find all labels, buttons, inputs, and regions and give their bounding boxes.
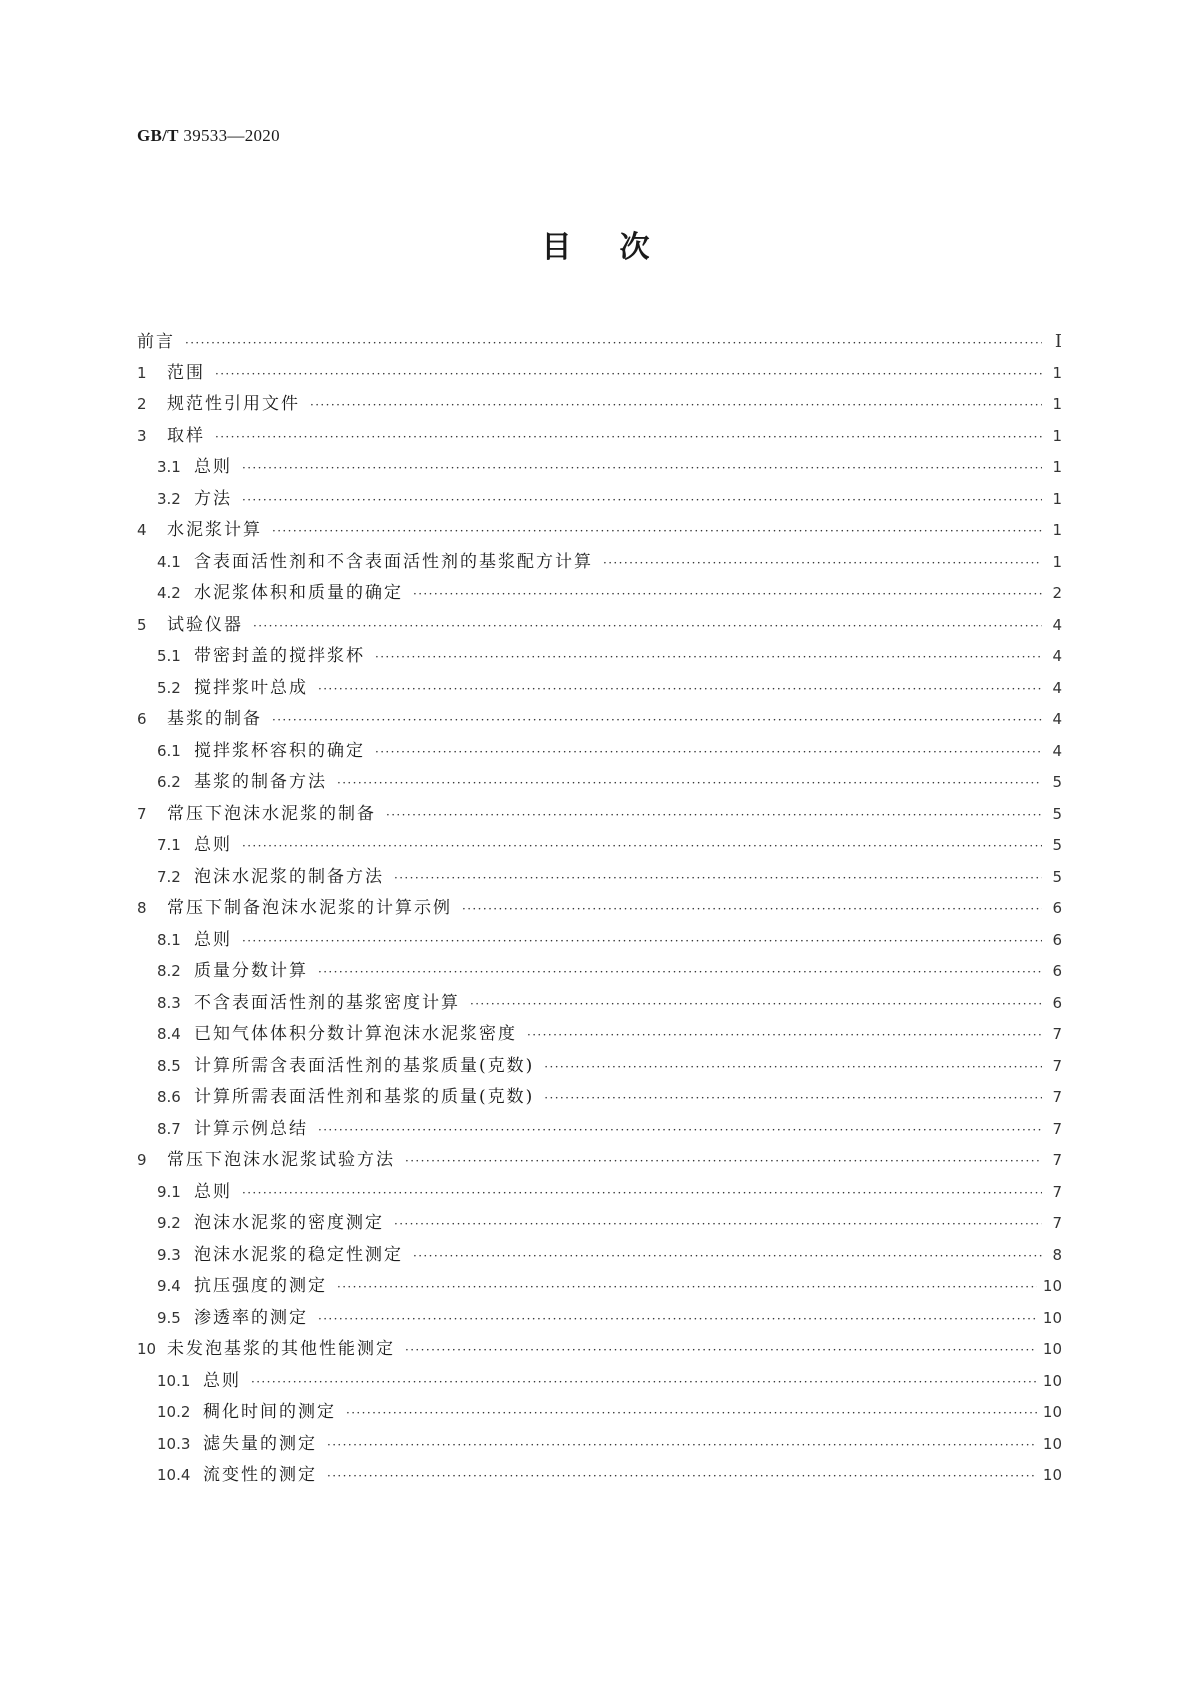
- toc-leader-dots: [337, 768, 1042, 800]
- toc-entry-number: 7.1: [157, 836, 181, 854]
- toc-entry-page: 5: [1052, 867, 1062, 886]
- toc-entry-title: 渗透率的测定: [194, 1307, 308, 1328]
- toc-entry-page: 4: [1052, 647, 1062, 665]
- toc-entry[interactable]: [137, 1051, 1062, 1083]
- toc-entry-page: 10: [1042, 1340, 1062, 1358]
- toc-entry[interactable]: [137, 1240, 1062, 1272]
- toc-entry-title: 搅拌浆叶总成: [194, 677, 308, 698]
- toc-entry[interactable]: [137, 578, 1062, 610]
- toc-entry-number: 9.1: [157, 1182, 181, 1201]
- toc-entry-title: 流变性的测定: [203, 1465, 317, 1485]
- toc-entry[interactable]: [137, 673, 1062, 705]
- toc-leader-dots: [318, 1304, 1037, 1336]
- toc-leader-dots: [394, 1209, 1042, 1241]
- toc-leader-dots: [242, 831, 1042, 863]
- toc-entry-page: 5: [1052, 836, 1062, 854]
- toc-entry-number: 8.3: [157, 993, 181, 1012]
- toc-entry-number: 7: [137, 804, 147, 823]
- toc-entry-page: 1: [1052, 426, 1062, 445]
- toc-entry-number: 2: [137, 395, 147, 413]
- toc-leader-dots: [405, 1335, 1037, 1367]
- toc-entry[interactable]: [137, 799, 1062, 831]
- toc-entry-page: 7: [1052, 1088, 1062, 1106]
- toc-entry[interactable]: [137, 547, 1062, 579]
- toc-entry-title: 计算所需表面活性剂和基浆的质量(克数): [194, 1087, 535, 1107]
- toc-entry-number: 5.2: [157, 678, 181, 697]
- toc-entry[interactable]: [137, 1177, 1062, 1209]
- toc-leader-dots: [253, 611, 1042, 643]
- toc-entry-page: 2: [1052, 584, 1062, 602]
- toc-leader-dots: [251, 1367, 1037, 1399]
- toc-entry-number: 3.2: [157, 489, 181, 508]
- toc-entry[interactable]: [137, 1334, 1062, 1366]
- toc-entry-title: 计算所需含表面活性剂的基浆质量(克数): [194, 1055, 535, 1076]
- toc-leader-dots: [544, 1083, 1042, 1115]
- toc-entry-number: 6.1: [157, 741, 181, 760]
- toc-entry-title: 总则: [194, 1181, 232, 1202]
- toc-entry-number: 8.5: [157, 1056, 181, 1075]
- toc-entry-number: 8.2: [157, 962, 181, 980]
- toc-entry-number: 9.4: [157, 1277, 181, 1295]
- toc-leader-dots: [318, 1115, 1042, 1147]
- toc-leader-dots: [327, 1461, 1037, 1493]
- toc-entry[interactable]: [137, 1303, 1062, 1335]
- toc-entry-page: 5: [1052, 773, 1062, 791]
- toc-entry-number: 9.5: [157, 1308, 181, 1327]
- toc-entry[interactable]: [137, 610, 1062, 642]
- toc-entry-page: 7: [1052, 1214, 1062, 1232]
- toc-entry-number: 5.1: [157, 647, 181, 665]
- toc-leader-dots: [527, 1020, 1042, 1052]
- toc-entry-title: 未发泡基浆的其他性能测定: [167, 1339, 395, 1359]
- toc-entry[interactable]: [137, 862, 1062, 894]
- toc-leader-dots: [242, 485, 1042, 517]
- toc-entry-number: 3.1: [157, 458, 181, 476]
- toc-entry-number: 4.1: [157, 552, 181, 571]
- toc-leader-dots: [242, 1178, 1042, 1210]
- toc-entry-title: 搅拌浆杯容积的确定: [194, 740, 365, 761]
- toc-entry-page: 1: [1052, 363, 1062, 382]
- toc-entry-page: 4: [1052, 678, 1062, 697]
- toc-entry[interactable]: [137, 1019, 1062, 1051]
- toc-leader-dots: [603, 548, 1042, 580]
- toc-leader-dots: [462, 894, 1042, 926]
- toc-entry[interactable]: [137, 1145, 1062, 1177]
- toc-leader-dots: [272, 516, 1042, 548]
- toc-entry[interactable]: [137, 389, 1062, 421]
- toc-entry-number: 8: [137, 899, 147, 917]
- toc-entry-number: 10: [137, 1340, 157, 1358]
- toc-entry-page: 7: [1052, 1151, 1062, 1169]
- toc-leader-dots: [386, 800, 1042, 832]
- toc-entry-title: 基浆的制备方法: [194, 772, 327, 792]
- page-title: 目次: [541, 230, 698, 265]
- toc-entry-title: 总则: [203, 1370, 241, 1391]
- toc-entry-number: 9.2: [157, 1214, 181, 1232]
- toc-entry-page: 7: [1052, 1056, 1062, 1075]
- toc-entry[interactable]: [137, 358, 1062, 390]
- toc-entry[interactable]: [137, 452, 1062, 484]
- toc-entry-title: 稠化时间的测定: [203, 1402, 336, 1422]
- toc-entry-page: 6: [1052, 930, 1062, 949]
- toc-entry-title: 计算示例总结: [194, 1118, 308, 1139]
- toc-entry-page: 7: [1052, 1119, 1062, 1138]
- toc-entry[interactable]: [137, 515, 1062, 547]
- toc-entry-title: 已知气体体积分数计算泡沫水泥浆密度: [194, 1024, 517, 1044]
- toc-entry[interactable]: [137, 641, 1062, 673]
- toc-entry-title: 常压下制备泡沫水泥浆的计算示例: [167, 898, 452, 918]
- toc-entry-title: 试验仪器: [167, 614, 243, 635]
- toc-entry-title: 规范性引用文件: [167, 394, 300, 414]
- toc-entry-title: 方法: [194, 488, 232, 509]
- toc-entry-page: 10: [1042, 1403, 1062, 1421]
- toc-entry[interactable]: [137, 1366, 1062, 1398]
- toc-entry-number: 3: [137, 426, 147, 445]
- toc-entry[interactable]: [137, 893, 1062, 925]
- toc-entry-title: 总则: [194, 457, 232, 477]
- toc-entry-page: 6: [1052, 962, 1062, 980]
- toc-entry-title: 抗压强度的测定: [194, 1276, 327, 1296]
- toc-entry-title: 带密封盖的搅拌浆杯: [194, 646, 365, 666]
- toc-entry[interactable]: [137, 736, 1062, 768]
- toc-entry-page: 7: [1052, 1025, 1062, 1043]
- toc-leader-dots: [375, 737, 1042, 769]
- toc-entry[interactable]: [137, 1271, 1062, 1303]
- toc-entry[interactable]: [137, 988, 1062, 1020]
- toc-leader-dots: [394, 863, 1042, 895]
- toc-entry-title: 泡沫水泥浆的密度测定: [194, 1213, 384, 1233]
- table-of-contents: [137, 326, 1062, 1492]
- toc-entry[interactable]: [137, 830, 1062, 862]
- toc-entry-title: 质量分数计算: [194, 961, 308, 981]
- toc-entry-page: 6: [1052, 993, 1062, 1012]
- toc-entry-page: Ⅰ: [1054, 331, 1062, 352]
- toc-entry-page: 5: [1052, 804, 1062, 823]
- toc-leader-dots: [544, 1052, 1042, 1084]
- toc-entry-title: 总则: [194, 835, 232, 855]
- toc-entry-page: 7: [1052, 1182, 1062, 1201]
- toc-entry-page: 1: [1052, 395, 1062, 413]
- toc-entry-title: 范围: [167, 362, 205, 383]
- toc-entry-page: 8: [1052, 1245, 1062, 1264]
- toc-entry-title: 不含表面活性剂的基浆密度计算: [194, 992, 460, 1013]
- toc-entry-page: 10: [1042, 1434, 1062, 1453]
- toc-leader-dots: [318, 674, 1042, 706]
- toc-entry[interactable]: [137, 1208, 1062, 1240]
- toc-leader-dots: [327, 1430, 1037, 1462]
- toc-entry-page: 10: [1042, 1371, 1062, 1390]
- toc-entry-title: 水泥浆计算: [167, 520, 262, 540]
- toc-entry-number: 9.3: [157, 1245, 181, 1264]
- toc-entry[interactable]: [137, 1082, 1062, 1114]
- toc-leader-dots: [337, 1272, 1037, 1304]
- toc-entry-title: 取样: [167, 425, 205, 446]
- toc-leader-dots: [242, 453, 1042, 485]
- toc-entry-page: 1: [1052, 489, 1062, 508]
- toc-entry-number: 10.1: [157, 1371, 191, 1390]
- toc-leader-dots: [215, 422, 1042, 454]
- toc-entry-title: 常压下泡沫水泥浆的制备: [167, 803, 376, 824]
- toc-entry-title: 基浆的制备: [167, 709, 262, 729]
- toc-entry[interactable]: [137, 421, 1062, 453]
- toc-entry-title: 总则: [194, 929, 232, 950]
- toc-entry-page: 10: [1042, 1277, 1062, 1295]
- toc-entry-number: 8.1: [157, 930, 181, 949]
- toc-entry[interactable]: [137, 484, 1062, 516]
- toc-entry[interactable]: [137, 704, 1062, 736]
- toc-leader-dots: [413, 579, 1042, 611]
- toc-entry[interactable]: [137, 1114, 1062, 1146]
- toc-leader-dots: [215, 359, 1042, 391]
- toc-leader-dots: [318, 957, 1042, 989]
- toc-leader-dots: [185, 328, 1042, 360]
- toc-entry-number: 6.2: [157, 773, 181, 791]
- toc-entry-number: 9: [137, 1151, 147, 1169]
- toc-entry-number: 8.7: [157, 1119, 181, 1138]
- toc-entry[interactable]: [137, 1429, 1062, 1461]
- toc-entry-title: 水泥浆体积和质量的确定: [194, 583, 403, 603]
- toc-entry-title: 滤失量的测定: [203, 1433, 317, 1454]
- toc-entry-page: 10: [1042, 1466, 1062, 1484]
- toc-entry-number: 8.6: [157, 1088, 181, 1106]
- toc-leader-dots: [346, 1398, 1037, 1430]
- toc-entry-number: 10.4: [157, 1466, 191, 1484]
- toc-entry-number: 10.2: [157, 1403, 191, 1421]
- toc-leader-dots: [470, 989, 1042, 1021]
- toc-entry-title: 泡沫水泥浆的制备方法: [194, 866, 384, 887]
- toc-entry-page: 4: [1052, 741, 1062, 760]
- toc-leader-dots: [272, 705, 1042, 737]
- toc-leader-dots: [242, 926, 1042, 958]
- toc-leader-dots: [413, 1241, 1042, 1273]
- toc-entry-page: 10: [1042, 1308, 1062, 1327]
- toc-entry-number: 10.3: [157, 1434, 191, 1453]
- standard-code: [137, 126, 280, 146]
- toc-entry-number: 4.2: [157, 584, 181, 602]
- toc-entry[interactable]: [137, 1397, 1062, 1429]
- toc-entry-title: 前言: [137, 332, 175, 352]
- toc-entry-title: 常压下泡沫水泥浆试验方法: [167, 1150, 395, 1170]
- standard-code-prefix: GB/T: [137, 126, 179, 145]
- toc-entry-page: 6: [1052, 899, 1062, 917]
- toc-entry[interactable]: [137, 925, 1062, 957]
- toc-entry[interactable]: [137, 326, 1062, 358]
- toc-entry-number: 1: [137, 363, 147, 382]
- toc-leader-dots: [375, 642, 1042, 674]
- toc-entry-number: 4: [137, 521, 147, 539]
- toc-entry-number: 7.2: [157, 867, 181, 886]
- toc-entry-page: 4: [1052, 710, 1062, 728]
- toc-entry-page: 4: [1052, 615, 1062, 634]
- toc-entry[interactable]: [137, 1460, 1062, 1492]
- toc-entry[interactable]: [137, 767, 1062, 799]
- toc-leader-dots: [310, 390, 1042, 422]
- toc-entry-title: 泡沫水泥浆的稳定性测定: [194, 1244, 403, 1265]
- toc-entry-number: 8.4: [157, 1025, 181, 1043]
- toc-entry-page: 1: [1052, 458, 1062, 476]
- toc-entry-number: 6: [137, 710, 147, 728]
- toc-entry-title: 含表面活性剂和不含表面活性剂的基浆配方计算: [194, 551, 593, 572]
- toc-entry-page: 1: [1052, 521, 1062, 539]
- toc-entry-page: 1: [1052, 552, 1062, 571]
- toc-entry[interactable]: [137, 956, 1062, 988]
- toc-leader-dots: [405, 1146, 1042, 1178]
- toc-entry-number: 5: [137, 615, 147, 634]
- standard-code-number: 39533—2020: [183, 126, 280, 145]
